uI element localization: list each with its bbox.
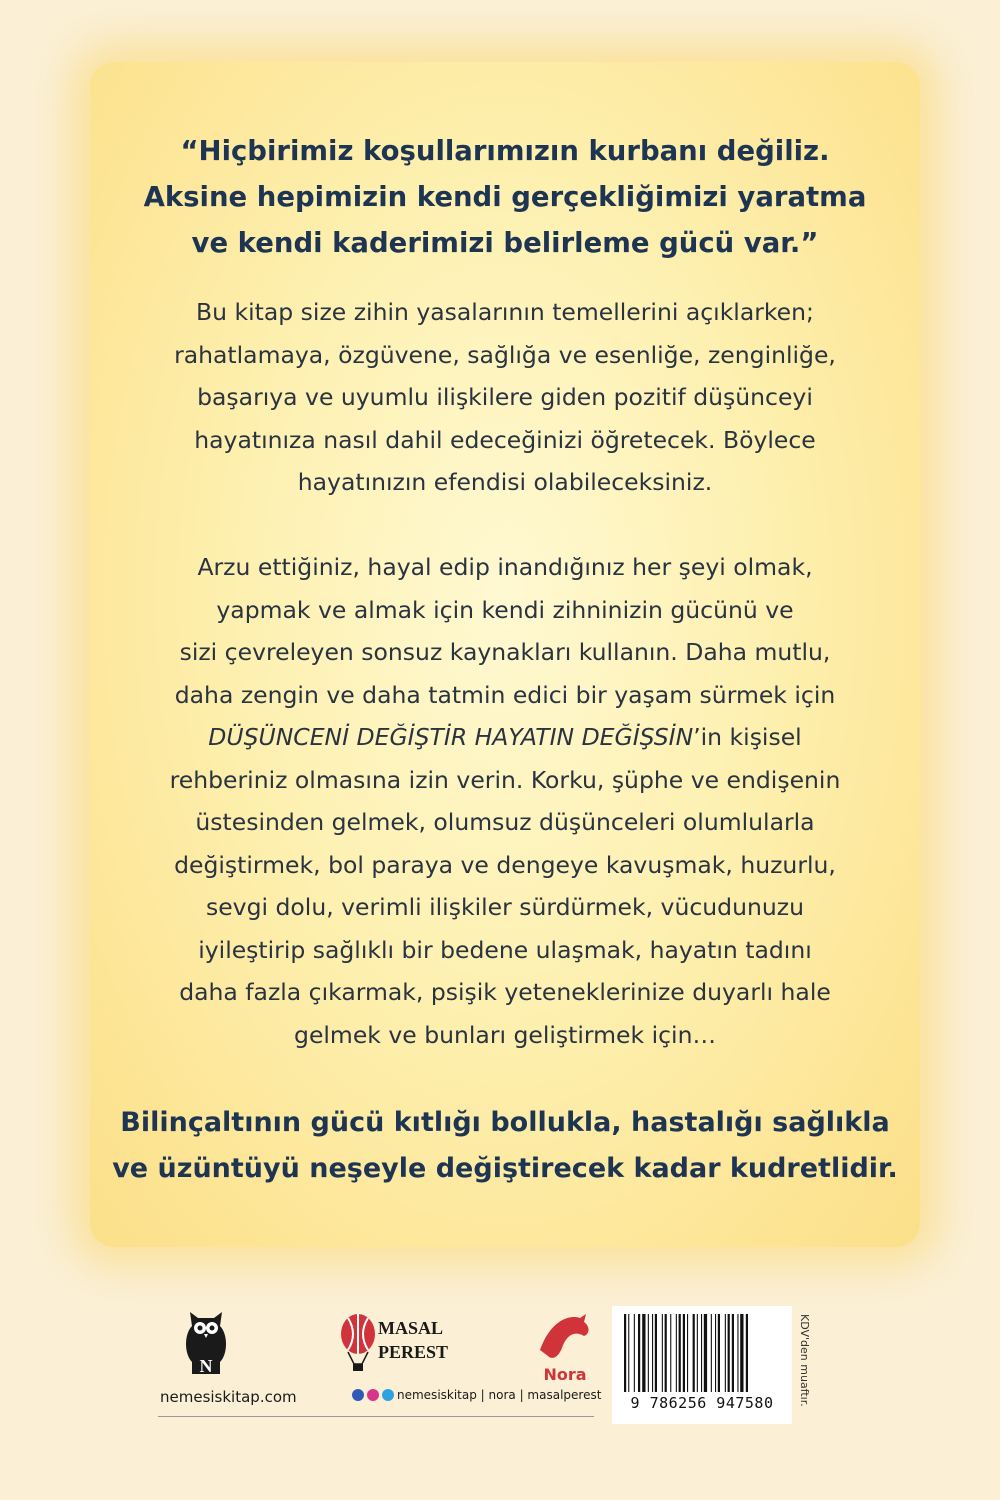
barcode-stripe [728,1314,730,1392]
barcode-stripe [662,1314,663,1392]
paragraph-line: hayatınızın efendisi olabileceksiniz. [297,468,713,496]
owl-logo [176,1304,236,1384]
nora-logo [530,1308,600,1388]
masal-logo-line: MASAL [378,1318,444,1338]
barcode-stripe [648,1314,649,1392]
barcode-stripe [670,1314,671,1392]
paragraph-line: üstesinden gelmek, olumsuz düşünceleri olumlularla [195,808,815,836]
barcode-stripe [687,1314,688,1392]
paragraph-line: hayatınıza nasıl dahil edeceğinizi öğretecek. Böylece [194,425,816,454]
paragraph-line: gelmek ve bunları geliştirmek için… [294,1020,716,1049]
paragraph-line: iyileştirip sağlıklı bir bedene ulaşmak, hayatın tadını [198,935,812,964]
closing-line: ve üzüntüyü neşeyle değiştirecek kadar kudretlidir. [112,1153,898,1184]
tax-note: KDV'den muaftır. [798,1314,811,1407]
quote-line: Aksine hepimizin kendi gerçekliğimizi yaratma [143,181,867,213]
nora-logo-text: Nora [543,1365,587,1384]
barcode-stripe [715,1314,716,1392]
paragraph-line: daha fazla çıkarmak, psişik yeteneklerinize duyarlı hale [179,978,831,1006]
closing-line: Bilinçaltının gücü kıtlığı bollukla, hastalığı sağlıkla [120,1107,890,1138]
paragraph-line: yapmak ve almak için kendi zihninizin gücünü ve [216,595,794,624]
book-title: DÜŞÜNCENİ DEĞİŞTİR HAYATIN DEĞİŞSİN [208,723,694,751]
publisher-footer [0,1290,1000,1500]
isbn-number: 9 786256 947580 [630,1394,774,1412]
barcode [612,1306,792,1424]
masalperest-logo [334,1304,454,1384]
barcode-stripe [711,1314,712,1392]
main-paragraph [100,546,910,1056]
intro-paragraph [100,291,910,504]
footer-divider [158,1416,594,1417]
barcode-stripe [679,1314,681,1392]
barcode-stripe [638,1314,640,1392]
paragraph-line: başarıya ve uyumlu ilişkilere giden pozitif düşünceyi [197,383,813,411]
social-handles: nemesiskitap | nora | masalperest [397,1388,602,1402]
barcode-bars [622,1314,782,1392]
barcode-stripe [740,1314,743,1392]
barcode-stripe [683,1314,685,1392]
cover-quote [100,128,910,266]
barcode-stripe [652,1314,653,1392]
barcode-stripe [634,1314,635,1392]
paragraph-line: Bu kitap size zihin yasalarının temellerini açıklarken; [196,298,814,326]
closing-statement [100,1100,910,1192]
owl-logo-letter: N [199,1356,213,1376]
quote-line: ve kendi kaderimizi belirleme gücü var.” [191,227,819,259]
paragraph-line: Arzu ettiğiniz, hayal edip inandığınız her şeyi olmak, [197,553,813,581]
paragraph-line: rahatlamaya, özgüvene, sağlığa ve esenliğe, zenginliğe, [174,340,836,369]
paragraph-line: sevgi dolu, verimli ilişkiler sürdürmek, vücudunuzu [205,893,805,921]
barcode-stripe [693,1314,695,1392]
barcode-stripe [704,1314,707,1392]
facebook-icon [352,1389,364,1401]
barcode-stripe [624,1314,626,1392]
paragraph-line: rehberiniz olmasına izin verin. Korku, şüphe ve endişenin [169,765,841,794]
masal-logo-line: PEREST [378,1342,449,1362]
quote-line: “Hiçbirimiz koşullarımızın kurbanı değiliz. [180,135,830,167]
barcode-stripe [642,1314,645,1392]
paragraph-line: sizi çevreleyen sonsuz kaynakları kullanın. Daha mutlu, [179,638,831,666]
title-suffix: ’in kişisel [693,723,802,751]
barcode-stripe [725,1314,726,1392]
barcode-stripe [732,1314,734,1392]
barcode-stripe [665,1314,667,1392]
barcode-stripe [697,1314,698,1392]
barcode-stripe [655,1314,657,1392]
twitter-icon [382,1389,394,1401]
barcode-stripe [628,1314,629,1392]
barcode-stripe [746,1314,748,1392]
paragraph-line: daha zengin ve daha tatmin edici bir yaşam sürmek için [174,680,836,709]
barcode-stripe [676,1314,677,1392]
social-links [352,1388,601,1402]
barcode-stripe [718,1314,720,1392]
barcode-stripe [737,1314,738,1392]
barcode-stripe [701,1314,702,1392]
instagram-icon [367,1389,379,1401]
website-url: nemesiskitap.com [160,1388,297,1406]
paragraph-line: değiştirmek, bol paraya ve dengeye kavuşmak, huzurlu, [174,850,836,879]
